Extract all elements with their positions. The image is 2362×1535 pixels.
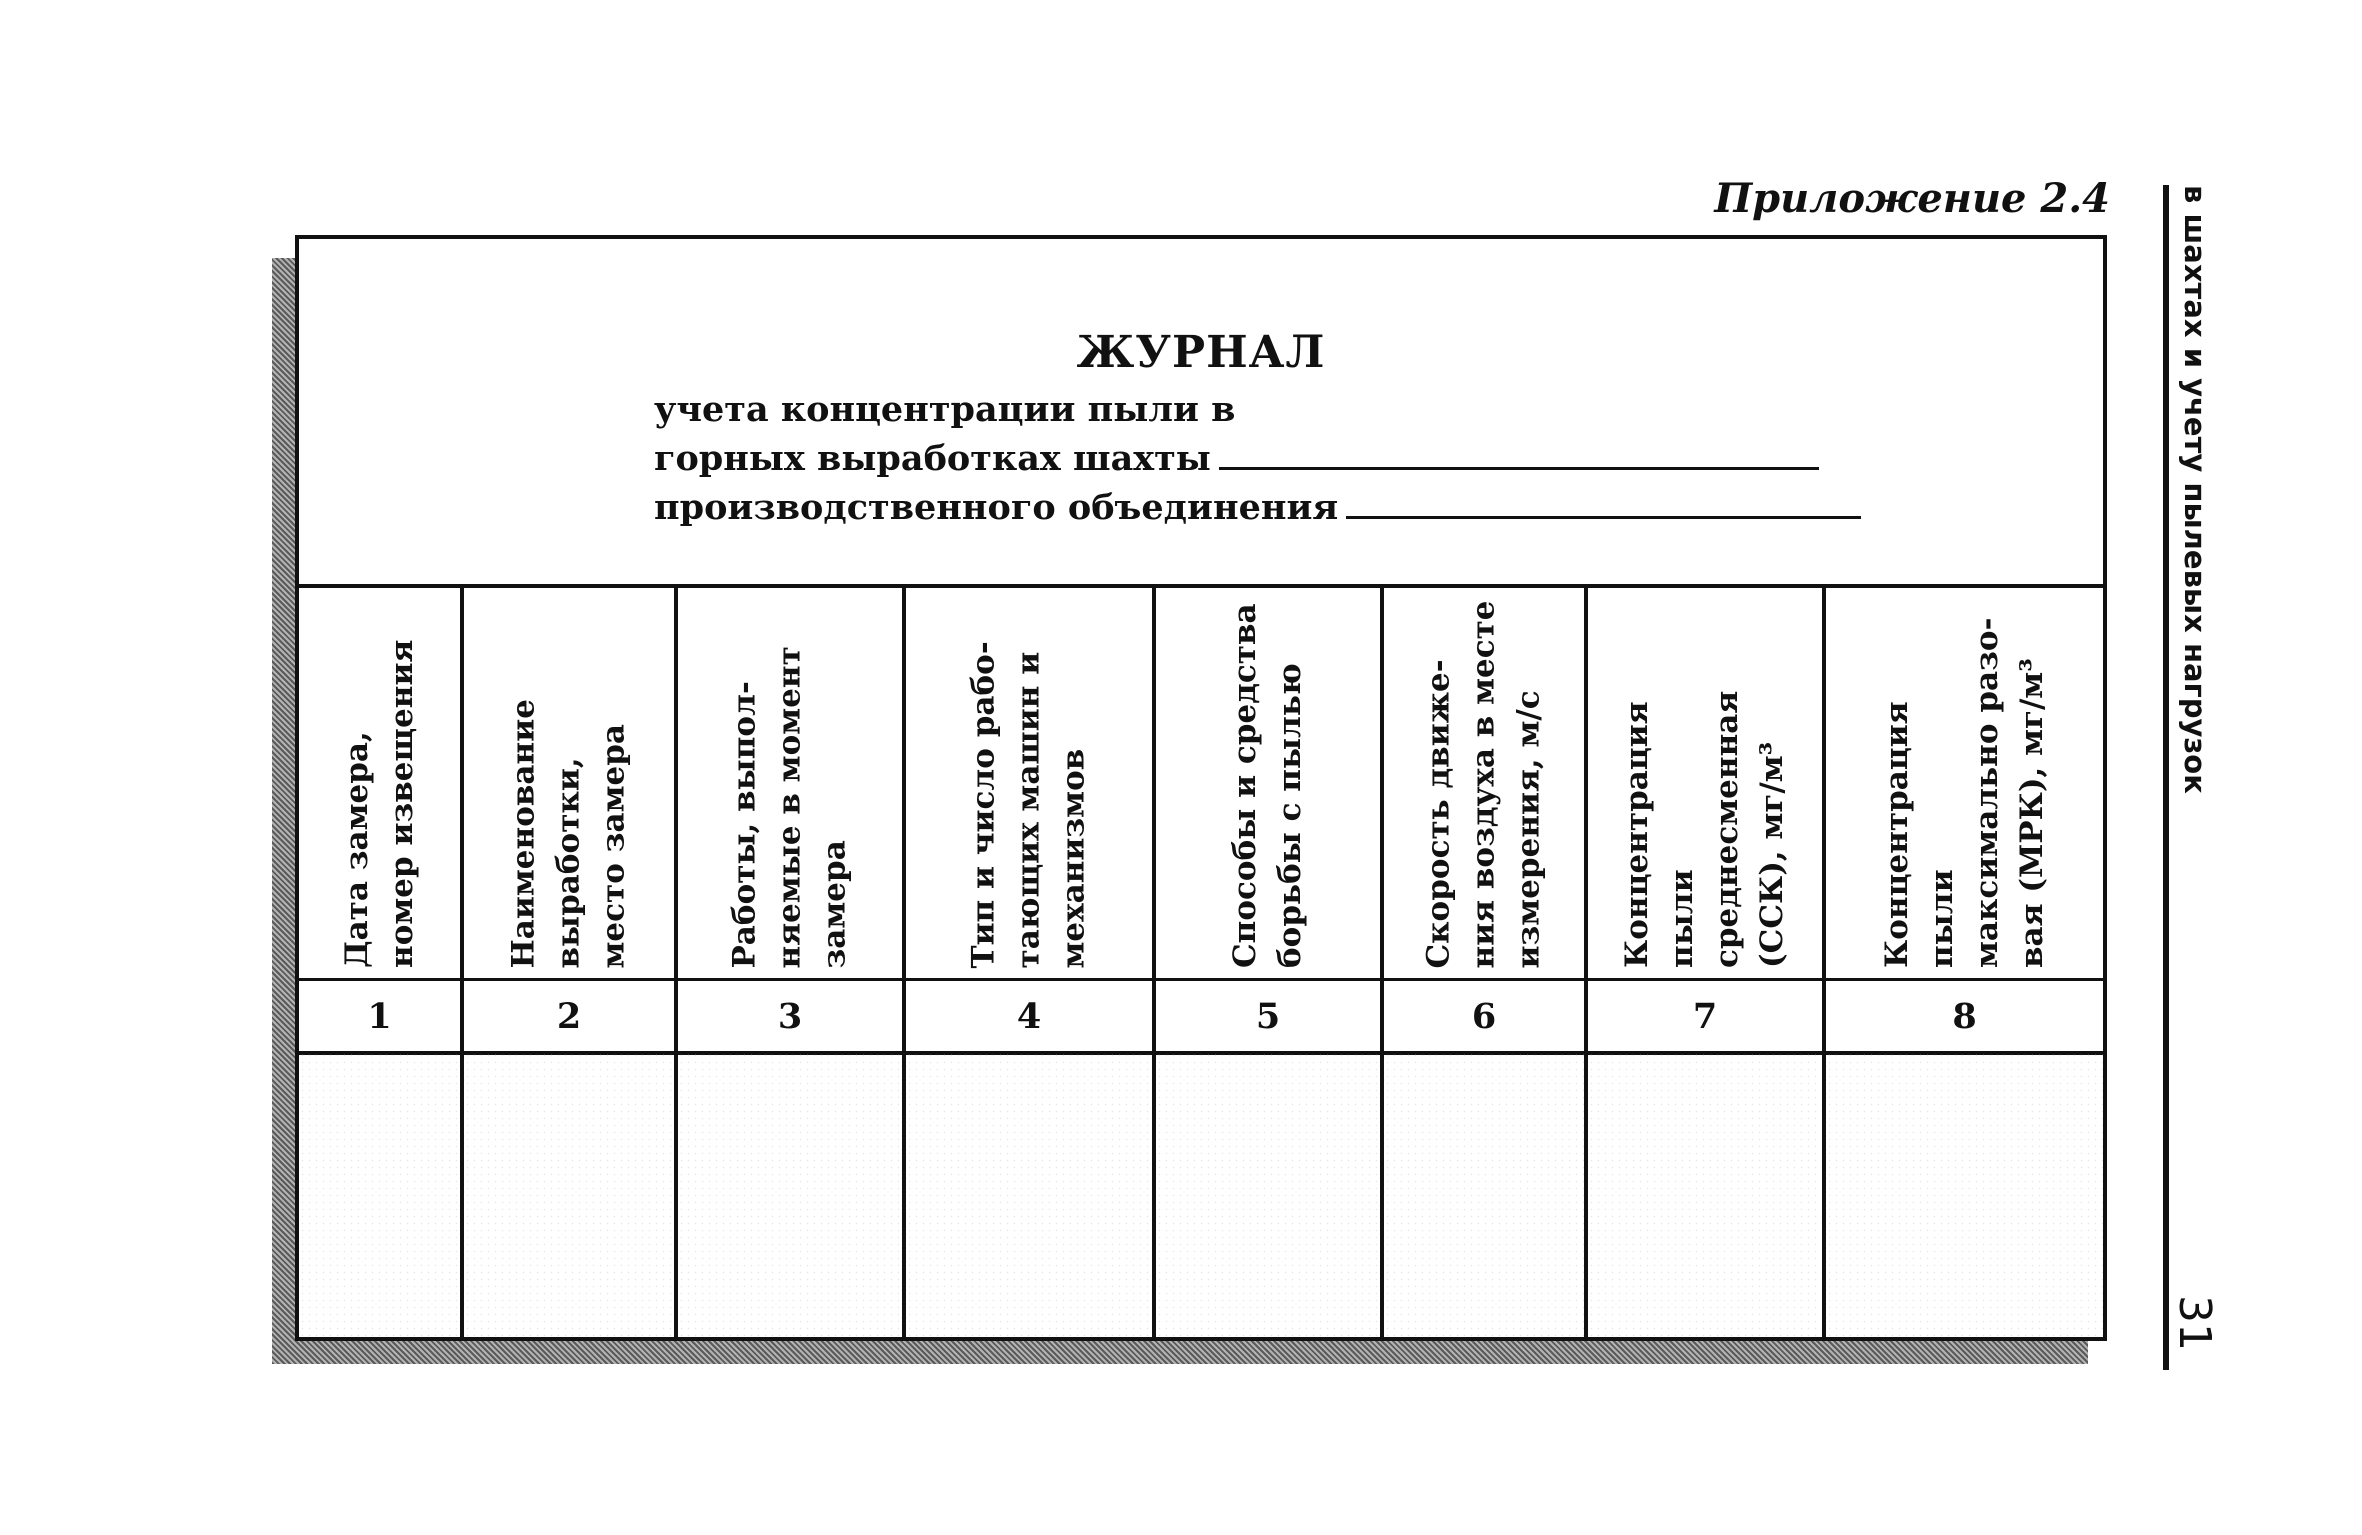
column-entry-cell-5 — [1156, 1052, 1380, 1341]
table-column-4 — [902, 588, 1152, 1341]
column-number-8: 8 — [1826, 978, 2103, 1055]
column-entry-cell-8 — [1826, 1052, 2103, 1341]
column-number-7: 7 — [1588, 978, 1822, 1055]
journal-subtitle-text-3: производственного объединения — [654, 487, 1339, 528]
column-number-1: 1 — [299, 978, 460, 1055]
column-header-text-2: Наименование выработки, место замера — [505, 698, 632, 968]
table-column-1 — [299, 588, 460, 1341]
column-header-4 — [906, 588, 1152, 978]
journal-subtitle-line-1 — [654, 389, 1235, 430]
column-header-text-7: Концентрация пыли среднесменная (ССК), мг/м³ — [1619, 690, 1790, 968]
journal-form — [295, 235, 2107, 1341]
column-header-text-3: Работы, выпол- няемые в момент замера — [726, 645, 853, 968]
column-number-5: 5 — [1156, 978, 1380, 1055]
column-number-2: 2 — [464, 978, 674, 1055]
column-header-7 — [1588, 588, 1822, 978]
journal-subtitle-text-1: учета концентрации пыли в — [654, 389, 1236, 430]
column-header-8 — [1826, 588, 2103, 978]
column-header-text-6: Скорость движе- ния воздуха в месте измерения, м/с — [1420, 599, 1547, 968]
journal-subtitle-text-2: горных выработках шахты — [654, 438, 1211, 479]
column-entry-cell-7 — [1588, 1052, 1822, 1341]
column-header-6 — [1384, 588, 1584, 978]
mine-name-blank — [1219, 467, 1819, 470]
column-number-3: 3 — [678, 978, 902, 1055]
column-entry-cell-4 — [906, 1052, 1152, 1341]
table-column-2 — [460, 588, 674, 1341]
column-header-text-1: Дата замера, номер извещения — [338, 639, 420, 968]
association-name-blank — [1346, 516, 1861, 519]
table-column-8 — [1822, 588, 2103, 1341]
page-number: 31 — [2169, 1295, 2220, 1351]
column-entry-cell-2 — [464, 1052, 674, 1341]
column-entry-cell-1 — [299, 1052, 460, 1341]
column-header-5 — [1156, 588, 1380, 978]
column-header-3 — [678, 588, 902, 978]
column-header-text-8: Концентрация пыли максимально разо- вая (МРК), мг/м³ — [1878, 617, 2050, 968]
table-column-3 — [674, 588, 902, 1341]
column-number-6: 6 — [1384, 978, 1584, 1055]
column-header-text-5: Способы и средства борьбы с пылью — [1227, 603, 1308, 968]
column-entry-cell-3 — [678, 1052, 902, 1341]
table-column-5 — [1152, 588, 1380, 1341]
running-head: в шахтах и учету пылевых нагрузок — [2178, 185, 2212, 794]
column-header-2 — [464, 588, 674, 978]
table-column-7 — [1584, 588, 1822, 1341]
column-header-text-4: Тип и число рабо- тающих машин и механизмов — [965, 640, 1092, 968]
margin-rule — [2163, 185, 2169, 1370]
journal-title: ЖУРНАЛ — [1076, 327, 1326, 378]
column-entry-cell-6 — [1384, 1052, 1584, 1341]
table-column-6 — [1380, 588, 1584, 1341]
journal-table — [299, 584, 2103, 1341]
appendix-label: Приложение 2.4 — [1714, 175, 2110, 222]
column-number-4: 4 — [906, 978, 1152, 1055]
column-header-1 — [299, 588, 460, 978]
journal-subtitle-line-2 — [654, 438, 1819, 479]
journal-subtitle-line-3 — [654, 487, 1861, 528]
